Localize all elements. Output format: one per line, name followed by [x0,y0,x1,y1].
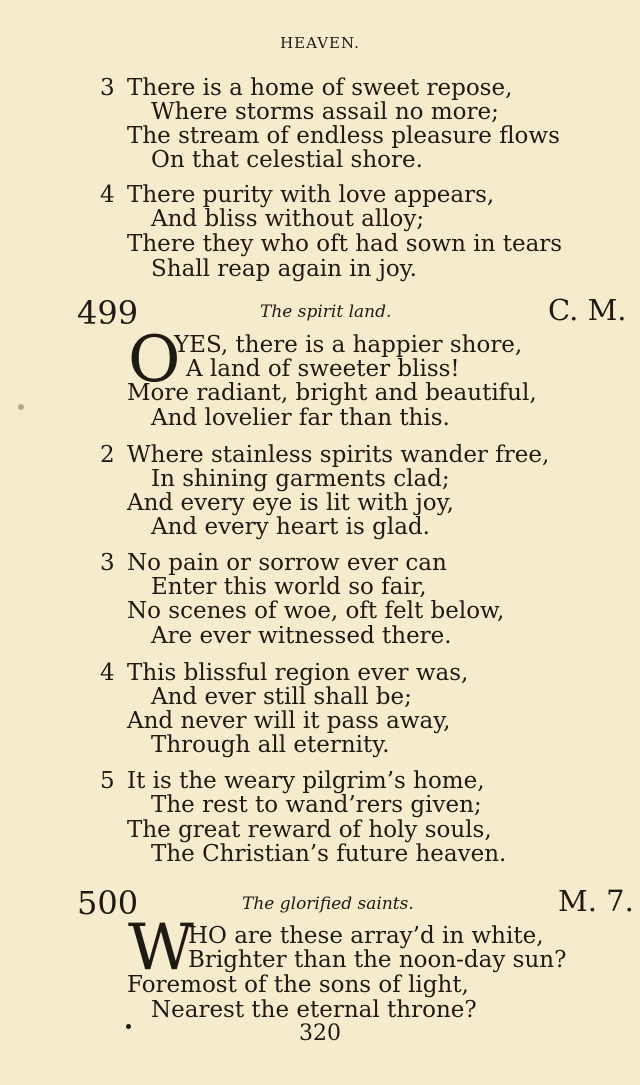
verse-line: There is a home of sweet repose, [127,75,513,101]
verse-line: On that celestial shore. [151,147,423,173]
stanza-number: 5 [100,768,115,794]
verse-line: The stream of endless pleasure flows [127,123,560,149]
verse-line: Foremost of the sons of light, [127,972,469,998]
hymn-title: The glorified saints. [242,894,414,914]
verse-line: HO are these array’d in white, [188,923,544,949]
stanza-number: 4 [100,660,115,686]
verse-line: Nearest the eternal throne? [151,997,477,1023]
verse-line: Shall reap again in joy. [151,256,417,282]
hymn-number: 499 [77,294,139,332]
stanza-number: 2 [100,442,115,468]
paper-speck [18,404,24,410]
verse-line: A land of sweeter bliss! [186,356,460,382]
hymn-title: The spirit land. [260,302,392,322]
verse-line: Through all eternity. [151,732,390,758]
verse-line: And every heart is glad. [151,514,430,540]
verse-line: Where stainless spirits wander free, [127,442,550,468]
verse-line: And bliss without alloy; [151,206,425,232]
verse-line: No pain or sorrow ever can [127,550,447,576]
hymn-meter: C. M. [548,293,627,327]
verse-line: This blissful region ever was, [127,660,469,686]
verse-line: The rest to wand’rers given; [151,792,482,818]
verse-line: Brighter than the noon-day sun? [188,947,567,973]
hymn-meter: M. 7. [558,884,634,918]
verse-line: There they who oft had sown in tears [127,231,563,257]
drop-cap: W [128,911,194,985]
verse-line: And ever still shall be; [151,684,412,710]
verse-line: There purity with love appears, [127,182,495,208]
verse-line: No scenes of woe, oft felt below, [127,598,505,624]
verse-line: More radiant, bright and beautiful, [127,380,537,406]
verse-line: In shining garments clad; [151,466,450,492]
stanza-number: 4 [100,182,115,208]
verse-line: Enter this world so fair, [151,574,427,600]
verse-line: Where storms assail no more; [151,99,499,125]
running-header: HEAVEN. [280,34,360,52]
drop-cap: O [128,323,181,397]
stanza-number: 3 [100,550,115,576]
verse-line: The Christian’s future heaven. [151,841,507,867]
verse-line: And lovelier far than this. [151,405,450,431]
stanza-number: 3 [100,75,115,101]
verse-line: The great reward of holy souls, [127,817,492,843]
verse-line: YES, there is a happier shore, [174,332,523,358]
verse-line: Are ever witnessed there. [151,623,452,649]
verse-line: And every eye is lit with joy, [127,490,454,516]
page-number: 320 [299,1021,341,1046]
hymn-number: 500 [77,884,139,922]
verse-line: It is the weary pilgrim’s home, [127,768,485,794]
verse-line: And never will it pass away, [127,708,451,734]
